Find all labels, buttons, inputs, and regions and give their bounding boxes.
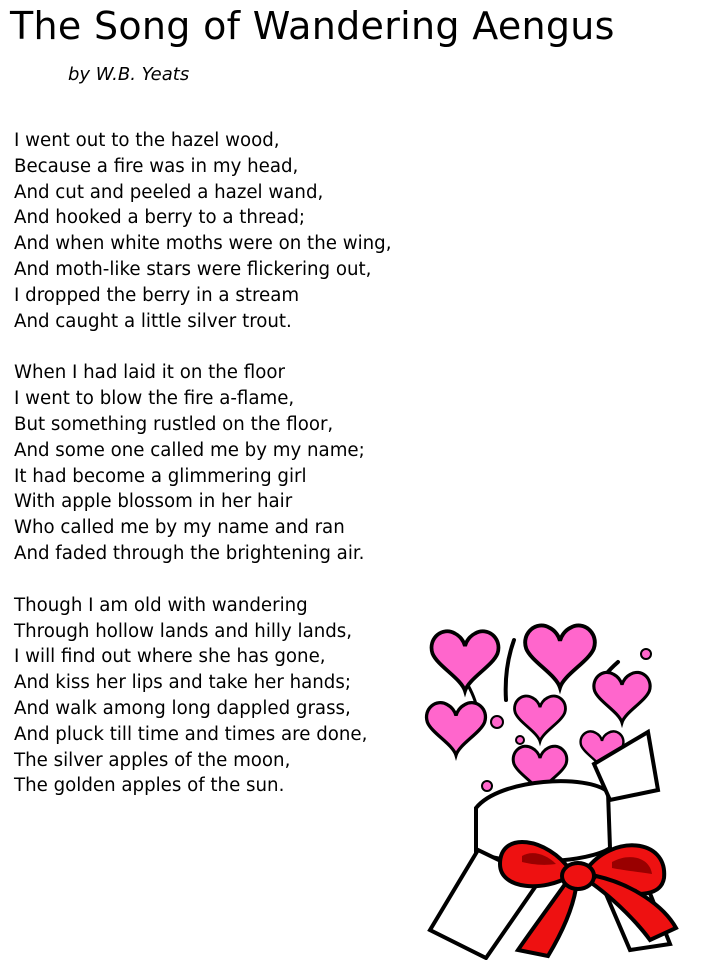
poem-line: I dropped the berry in a stream	[14, 284, 300, 306]
poem-line: I will find out where she has gone,	[14, 646, 326, 668]
heart-bouquet-illustration	[396, 618, 720, 960]
poem-line: And hooked a berry to a thread;	[14, 207, 306, 229]
heart-icon	[515, 696, 566, 741]
stanza-1	[14, 128, 444, 334]
poem-line: And some one called me by my name;	[14, 439, 365, 461]
heart-icon	[427, 703, 486, 756]
poem-line: With apple blossom in her hair	[14, 491, 293, 513]
poem-line: I went to blow the fire a-flame,	[14, 388, 295, 410]
heart-icon	[432, 631, 499, 691]
poem-line: It had become a glimmering girl	[14, 465, 307, 487]
stanza-3	[14, 593, 444, 799]
poem-line: And faded through the brightening air.	[14, 542, 365, 564]
poem-line: And walk among long dappled grass,	[14, 697, 351, 719]
poem-line: And kiss her lips and take her hands;	[14, 672, 351, 694]
poem-body	[14, 128, 444, 825]
poem-line: I went out to the hazel wood,	[14, 130, 280, 151]
poem-byline: by W.B. Yeats	[68, 64, 190, 85]
poem-line: And moth-like stars were flickering out,	[14, 258, 372, 280]
poem-title: The Song of Wandering Aengus	[10, 4, 615, 48]
poem-line: The silver apples of the moon,	[14, 749, 291, 771]
poem-line: And pluck till time and times are done,	[14, 723, 368, 745]
poem-line: When I had laid it on the floor	[14, 362, 285, 384]
poem-line: And when white moths were on the wing,	[14, 233, 392, 255]
stanza-2	[14, 360, 444, 566]
poem-line: Though I am old with wandering	[14, 594, 308, 616]
poem-line: Through hollow lands and hilly lands,	[14, 620, 353, 642]
poem-line: Who called me by my name and ran	[14, 517, 345, 539]
poem-line: Because a fire was in my head,	[14, 155, 299, 177]
poem-line: The golden apples of the sun.	[14, 775, 285, 797]
poem-line: But something rustled on the floor,	[14, 413, 334, 435]
heart-icon	[594, 672, 650, 722]
poem-line: And caught a little silver trout.	[14, 310, 292, 332]
poem-line: And cut and peeled a hazel wand,	[14, 181, 324, 203]
heart-icon	[525, 625, 595, 687]
